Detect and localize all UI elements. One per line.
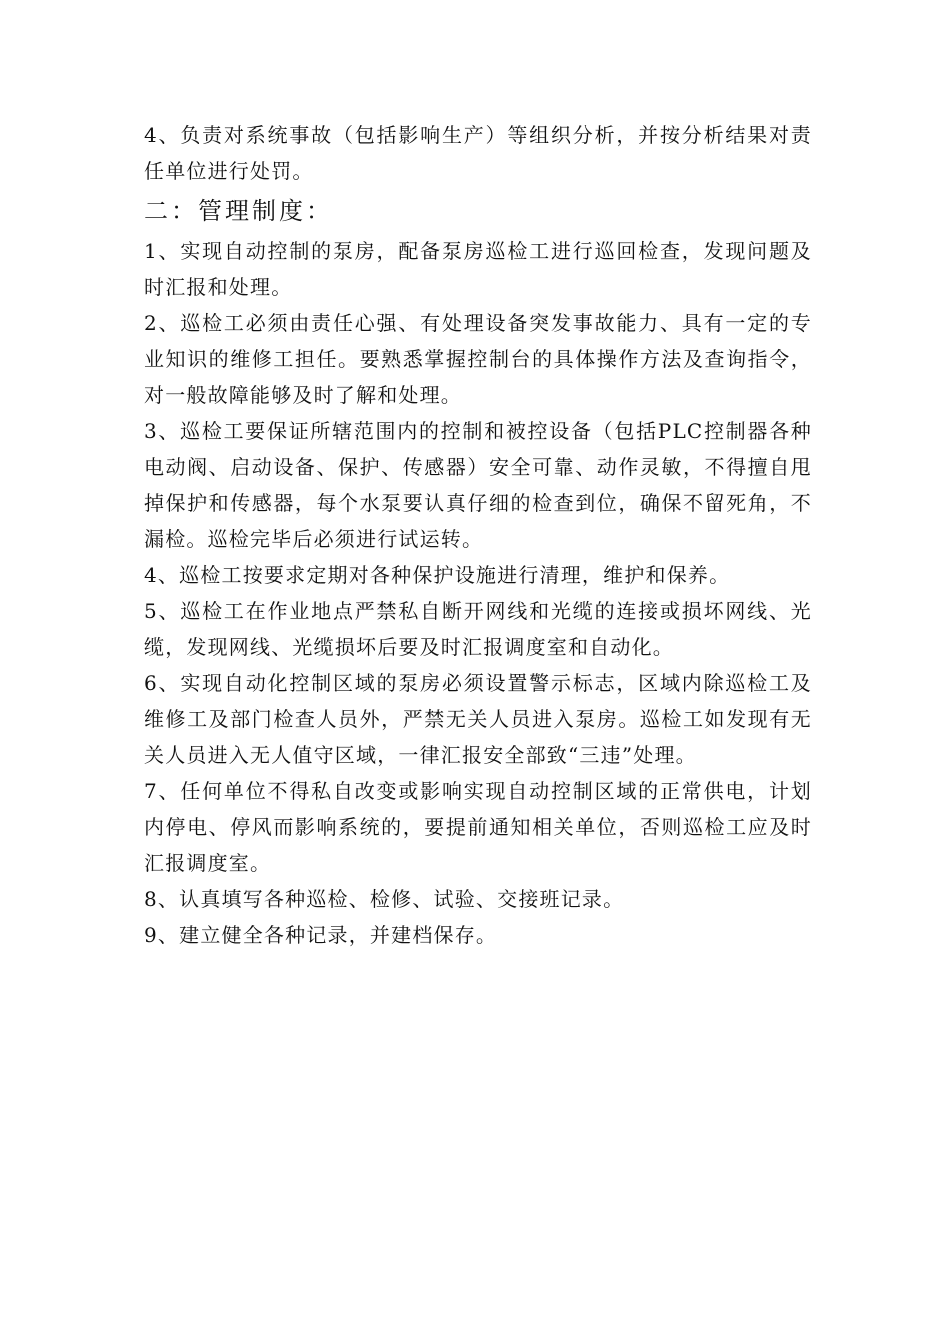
rule-item-4: 4、巡检工按要求定期对各种保护设施进行清理，维护和保养。 xyxy=(144,563,731,587)
rule-item-5: 5、巡检工在作业地点严禁私自断开网线和光缆的连接或损坏网线、光缆，发现网线、光缆损坏后要及时汇报调度室和自动化。 xyxy=(144,599,812,659)
section-heading-management-rules: 二：管理制度： xyxy=(144,197,333,225)
rule-item-6: 6、实现自动化控制区域的泵房必须设置警示标志，区域内除巡检工及维修工及部门检查人员外，严禁无关人员进入泵房。巡检工如发现有无关人员进入无人值守区域，一律汇报安全部致“三违”处理。 xyxy=(144,671,812,767)
rule-item-7: 7、任何单位不得私自改变或影响实现自动控制区域的正常供电，计划内停电、停风而影响系统的，要提前通知相关单位，否则巡检工应及时汇报调度室。 xyxy=(144,779,812,875)
rule-item-8: 8、认真填写各种巡检、检修、试验、交接班记录。 xyxy=(144,887,625,911)
paragraph-responsibility-4: 4、负责对系统事故（包括影响生产）等组织分析，并按分析结果对责任单位进行处罚。 xyxy=(144,123,812,183)
document-body xyxy=(144,117,812,953)
rule-item-3: 3、巡检工要保证所辖范围内的控制和被控设备（包括PLC控制器各种电动阀、启动设备、保护、传感器）安全可靠、动作灵敏，不得擅自甩掉保护和传感器，每个水泵要认真仔细的检查到位，确保不留死角，不漏检。巡检完毕后必须进行试运转。 xyxy=(144,419,812,551)
rule-item-9: 9、建立健全各种记录，并建档保存。 xyxy=(144,923,498,947)
rule-item-1: 1、实现自动控制的泵房，配备泵房巡检工进行巡回检查，发现问题及时汇报和处理。 xyxy=(144,239,812,299)
rule-item-2: 2、巡检工必须由责任心强、有处理设备突发事故能力、具有一定的专业知识的维修工担任。要熟悉掌握控制台的具体操作方法及查询指令，对一般故障能够及时了解和处理。 xyxy=(144,311,812,407)
